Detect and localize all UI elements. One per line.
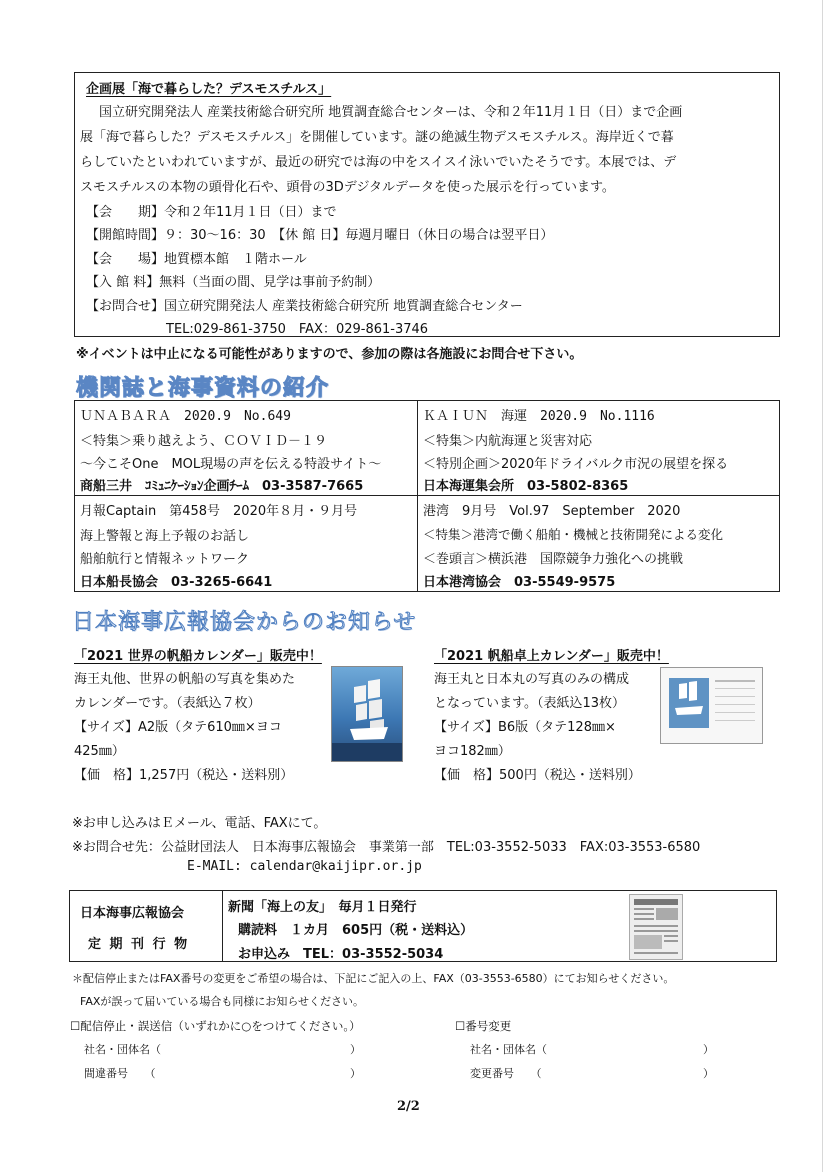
order-note: ※お申し込みはＥメール、電話、FAXにて。: [72, 816, 327, 831]
calendar1-line: 海王丸他、世界の帆船の写真を集めた: [74, 672, 296, 687]
periodical-price: 購読料 １カ月 605円（税・送料込）: [238, 923, 474, 938]
magazine-publisher: 日本海運集会所 03-5802-8365: [423, 479, 629, 494]
calendar2-line: 海王丸と日本丸の写真のみの構成: [434, 672, 630, 687]
magazine-line: 船舶航行と情報ネットワーク: [80, 552, 250, 567]
fax-note: ＊配信停止またはFAX番号の変更をご希望の場合は、下記にご記入の上、FAX（03-3553-6580）にてお知らせください。: [72, 972, 675, 985]
magazine-line: ＜特集＞港湾で働く船舶・機械と技術開発による変化: [423, 527, 724, 542]
stop-delivery-checkbox[interactable]: ☐配信停止・誤送信（いずれかに○をつけてください。）: [70, 1019, 361, 1033]
close-paren: ）: [350, 1067, 361, 1080]
calendar2-title: 「2021 帆船卓上カレンダー」販売中！: [434, 649, 669, 664]
magazine-title: ＵＮＡＢＡＲＡ 2020.9 No.649: [80, 409, 291, 424]
close-paren: ）: [350, 1043, 361, 1056]
calendar1-line: カレンダーです。（表紙込７枚）: [74, 696, 261, 711]
magazine-publisher: 商船三井 ｺﾐｭﾆｹｰｼｮﾝ企画ﾁｰﾑ 03-3587-7665: [80, 479, 364, 494]
newspaper-thumbnail: [629, 894, 683, 960]
exhibition-admission: 【入 館 料】無料（当面の間、見学は事前予約制）: [86, 275, 381, 290]
scan-edge: [822, 0, 823, 1172]
periodical-divider: [222, 890, 223, 962]
magazine-line: 海上警報と海上予報のお話し: [80, 529, 250, 544]
periodical-apply: お申込み TEL：03-3552-5034: [238, 947, 444, 962]
exhibition-hours: 【開館時間】９：30～16：30 【休 館 日】毎週月曜日（休日の場合は翌平日）: [86, 228, 554, 243]
periodical-title: 新聞「海上の友」 毎月１日発行: [228, 900, 417, 915]
exhibition-body-line: 国立研究開発法人 産業技術総合研究所 地質調査総合センターは、令和２年11月１日（日）まで企画: [86, 105, 683, 120]
exhibition-title: 企画展「海で暮らした？デスモスチルス」: [86, 82, 332, 97]
magazine-line: ＜特集＞内航海運と災害対応: [423, 434, 593, 449]
event-notice: ※イベントは中止になる可能性がありますので、参加の際は各施設にお問合せ下さい。: [76, 347, 583, 362]
calendar2-image: [660, 667, 763, 744]
newspaper-icon: [630, 895, 682, 959]
calendar1-line: 425㎜）: [74, 744, 125, 759]
calendar1-title: 「2021 世界の帆船カレンダー」販売中！: [74, 649, 322, 664]
magazines-heading: 機関誌と海事資料の紹介: [76, 376, 330, 401]
calendar2-line: 【サイズ】B6版（タテ128㎜×: [434, 720, 616, 735]
exhibition-body-line: 展「海で暮らした？デスモスチルス」を開催しています。謎の絶滅生物デスモスチルス。海岸近くで暮: [80, 130, 674, 145]
periodical-label: 定 期 刊 行 物: [88, 937, 190, 952]
magazine-title: 月報Captain 第458号 2020年８月・９月号: [80, 504, 358, 519]
table-divider: [74, 495, 780, 496]
close-paren: ）: [703, 1067, 714, 1080]
periodical-org: 日本海事広報協会: [80, 906, 185, 921]
exhibition-venue: 【会 場】地質標本館 １階ホール: [86, 252, 307, 267]
desk-calendar-icon: [661, 668, 762, 743]
calendar2-line: 【価 格】500円（税込・送料別）: [434, 768, 641, 783]
calendar2-line: となっています。（表紙込13枚）: [434, 696, 626, 711]
exhibition-period: 【会 期】令和２年11月１日（日）まで: [86, 205, 337, 220]
wrong-number-label: 間違番号 （: [84, 1067, 156, 1080]
close-paren: ）: [703, 1043, 714, 1056]
magazine-line: ＜特集＞乗り越えよう、ＣＯＶＩＤ－１９: [80, 434, 328, 449]
magazine-line: ＜特別企画＞2020年ドライバルク市況の展望を探る: [423, 457, 729, 472]
magazine-line: ～今こそOne MOL現場の声を伝える特設サイト～: [80, 457, 382, 472]
magazine-title: ＫＡＩＵＮ 海運 2020.9 No.1116: [423, 409, 655, 424]
new-number-label: 変更番号 （: [470, 1067, 542, 1080]
calendar1-image: [331, 666, 403, 762]
exhibition-body-line: スモスチルスの本物の頭骨化石や、頭骨の3Dデジタルデータを使った展示を行っています。: [80, 180, 615, 195]
contact-email[interactable]: E-MAIL: calendar@kaijipr.or.jp: [187, 859, 422, 874]
magazine-publisher: 日本船長協会 03-3265-6641: [80, 575, 273, 590]
magazine-line: ＜巻頭言＞横浜港 国際競争力強化への挑戦: [423, 552, 684, 567]
calendar1-line: 【サイズ】A2版（タテ610㎜×ヨコ: [74, 720, 282, 735]
magazine-title: 港湾 9月号 Vol.97 September 2020: [423, 504, 681, 519]
notices-heading: 日本海事広報協会からのお知らせ: [72, 610, 417, 635]
exhibition-contact: 【お問合せ】国立研究開発法人 産業技術総合研究所 地質調査総合センター: [86, 299, 523, 314]
number-change-checkbox[interactable]: ☐番号変更: [455, 1019, 512, 1033]
magazine-publisher: 日本港湾協会 03-5549-9575: [423, 575, 616, 590]
sailing-ship-icon: [332, 667, 402, 761]
page-number: 2/2: [397, 1099, 420, 1114]
company-name-label: 社名・団体名（: [84, 1043, 161, 1056]
calendar1-line: 【価 格】1,257円（税込・送料別）: [74, 768, 294, 783]
fax-note: FAXが誤って届いている場合も同様にお知らせください。: [80, 995, 365, 1008]
calendar2-line: ヨコ182㎜）: [434, 744, 511, 759]
exhibition-contact-tel: TEL:029-861-3750 FAX：029-861-3746: [166, 322, 429, 337]
exhibition-body-line: らしていたといわれていますが、最近の研究では海の中をスイスイ泳いでいたそうです。本展では、デ: [80, 155, 677, 170]
inquiry-note: ※お問合せ先：公益財団法人 日本海事広報協会 事業第一部 TEL:03-3552-5033 FAX:03-3553-6580: [72, 840, 701, 855]
company-name-label: 社名・団体名（: [470, 1043, 547, 1056]
